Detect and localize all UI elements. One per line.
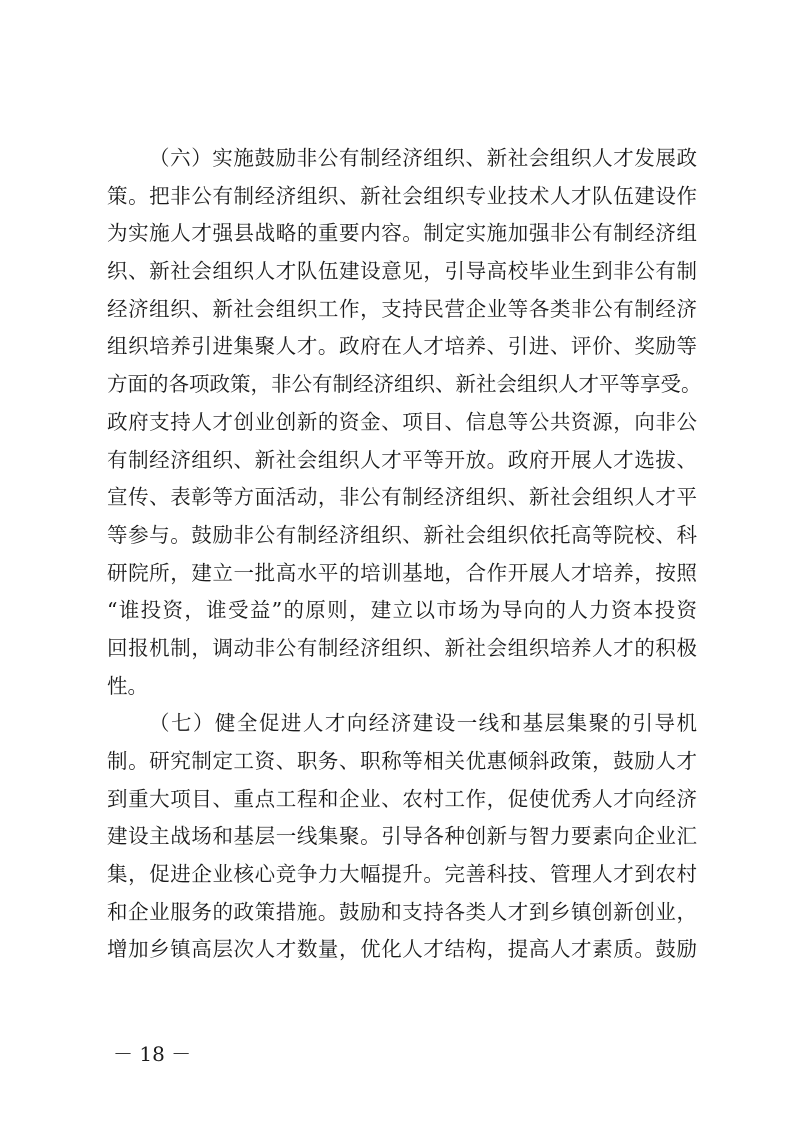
paragraph-6-line-1: （六）实施鼓励非公有制经济组织、新社会组织人才发展政 bbox=[149, 146, 697, 170]
paragraph-6-line-14: 回报机制，调动非公有制经济组织、新社会组织培养人才的积极 bbox=[107, 635, 697, 660]
paragraph-6-line-5: 经济组织、新社会组织工作，支持民营企业等各类非公有制经济 bbox=[107, 296, 697, 321]
body-text bbox=[107, 140, 702, 969]
paragraph-6-line-2: 策。把非公有制经济组织、新社会组织专业技术人才队伍建设作 bbox=[107, 183, 697, 208]
paragraph-6-line-9: 有制经济组织、新社会组织人才平等开放。政府开展人才选拔、 bbox=[107, 447, 697, 472]
paragraph-6-line-3: 为实施人才强县战略的重要内容。制定实施加强非公有制经济组 bbox=[107, 221, 697, 246]
paragraph-6-line-7: 方面的各项政策，非公有制经济组织、新社会组织人才平等享受。 bbox=[107, 372, 702, 397]
paragraph-6-line-15: 性。 bbox=[107, 673, 148, 698]
paragraph-6-line-10: 宣传、表彰等方面活动，非公有制经济组织、新社会组织人才平 bbox=[107, 485, 697, 510]
page-number: － 18 － bbox=[113, 1042, 192, 1066]
paragraph-6-line-8: 政府支持人才创业创新的资金、项目、信息等公共资源，向非公 bbox=[107, 409, 697, 434]
paragraph-6-line-13: “谁投资，谁受益”的原则，建立以市场为导向的人力资本投资 bbox=[107, 598, 697, 623]
paragraph-7-line-1: （七）健全促进人才向经济建设一线和基层集聚的引导机 bbox=[149, 711, 697, 736]
paragraph-7-line-2: 制。研究制定工资、职务、职称等相关优惠倾斜政策，鼓励人才 bbox=[107, 749, 697, 773]
paragraph-6-line-12: 研院所，建立一批高水平的培训基地，合作开展人才培养，按照 bbox=[107, 560, 697, 585]
paragraph-7-line-5: 集，促进企业核心竞争力大幅提升。完善科技、管理人才到农村 bbox=[107, 862, 697, 887]
paragraph-7-line-7: 增加乡镇高层次人才数量，优化人才结构，提高人才素质。鼓励 bbox=[107, 937, 697, 962]
paragraph-6-line-4: 织、新社会组织人才队伍建设意见，引导高校毕业生到非公有制 bbox=[107, 259, 697, 284]
paragraph-7-line-4: 建设主战场和基层一线集聚。引导各种创新与智力要素向企业汇 bbox=[107, 824, 697, 849]
paragraph-6-line-11: 等参与。鼓励非公有制经济组织、新社会组织依托高等院校、科 bbox=[107, 522, 697, 547]
paragraph-6-line-6: 组织培养引进集聚人才。政府在人才培养、引进、评价、奖励等 bbox=[107, 334, 697, 359]
paragraph-7-line-3: 到重大项目、重点工程和企业、农村工作，促使优秀人才向经济 bbox=[107, 786, 697, 811]
paragraph-7-line-6: 和企业服务的政策措施。鼓励和支持各类人才到乡镇创新创业， bbox=[107, 899, 697, 924]
